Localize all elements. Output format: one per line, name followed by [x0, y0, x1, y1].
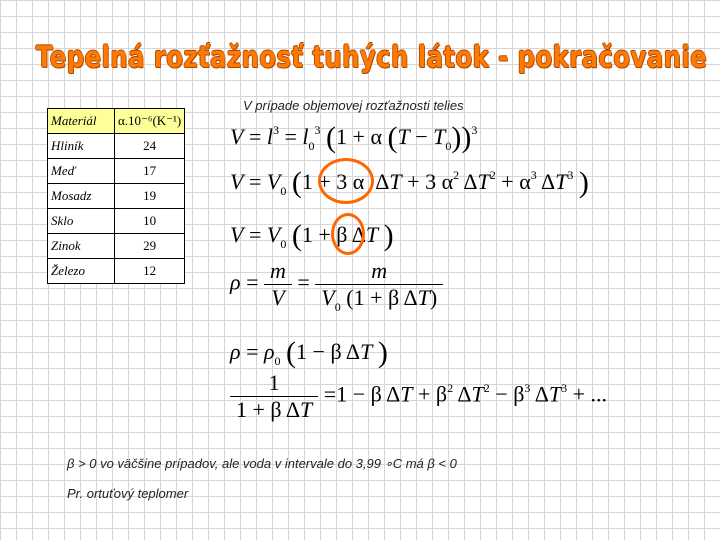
- table-row: [48, 209, 185, 234]
- highlight-circle-beta: [331, 213, 365, 255]
- cell-alpha: 24: [115, 134, 185, 159]
- equation-volume-beta: $V = V_0$ (1 + β ΔT ): [230, 219, 394, 252]
- cell-material: Meď: [48, 159, 115, 184]
- table-row: [48, 259, 185, 284]
- materials-table: [47, 108, 185, 284]
- cell-alpha: 17: [115, 159, 185, 184]
- equation-volume-expanded: $V = V_0$ (1 + 3 α ΔT + 3 $\alpha^2$ $\Delta T^2 + \alpha^3$ $\Delta T^3$ ): [230, 166, 589, 199]
- table-row: [48, 134, 185, 159]
- example-note: Pr. ortuťový teplomer: [67, 486, 189, 501]
- cell-material: Zinok: [48, 234, 115, 259]
- equation-density-fraction: ρ = $\frac{m}{V}$ = $\frac{m}{V_0 (1 + \beta \Delta T)}$: [230, 258, 443, 311]
- cell-alpha: 19: [115, 184, 185, 209]
- cell-material: Sklo: [48, 209, 115, 234]
- cell-material: Mosadz: [48, 184, 115, 209]
- cell-material: Železo: [48, 259, 115, 284]
- cell-alpha: 10: [115, 209, 185, 234]
- cell-alpha: 12: [115, 259, 185, 284]
- intro-text: V prípade objemovej rozťažnosti telies: [243, 98, 464, 113]
- beta-sign-note: β > 0 vo väčšine prípadov, ale voda v intervale do 3,99 ∘C má β < 0: [67, 456, 457, 471]
- equation-volume-length: $V = l^3 = l_0^3$ (1 + α $(T - T_0))^3$: [230, 121, 478, 154]
- table-header-row: [48, 109, 185, 134]
- table-row: [48, 159, 185, 184]
- cell-material: Hliník: [48, 134, 115, 159]
- table-row: [48, 184, 185, 209]
- cell-alpha: 29: [115, 234, 185, 259]
- table-row: [48, 234, 185, 259]
- header-alpha: α.10⁻⁶(K⁻¹): [115, 109, 185, 134]
- equation-density-linear: $\rho = \rho_0$ (1 − β ΔT ): [230, 336, 388, 369]
- equation-series-expansion: $\frac{1}{\text{1 + β ΔT}}$ =1 − β $\Delta T + \beta^2$ $\Delta T^2 - \beta^3$ $\Delta T^3$ + ...: [230, 370, 607, 423]
- slide-title: Tepelná rozťažnosť tuhých látok - pokračovanie: [36, 40, 708, 74]
- highlight-circle-alpha: [318, 158, 374, 204]
- header-material: Materiál: [48, 109, 115, 134]
